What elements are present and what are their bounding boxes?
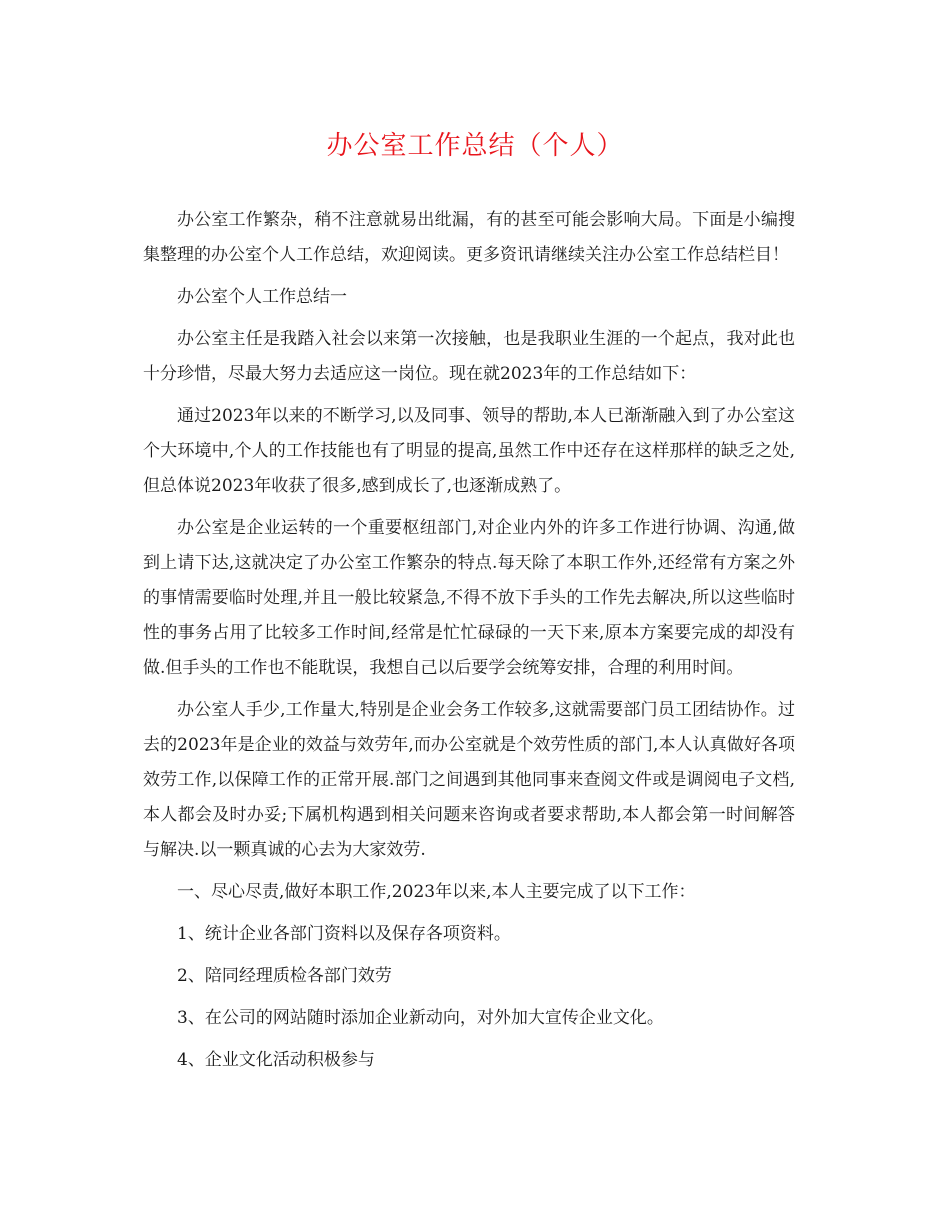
list-item: 1、统计企业各部门资料以及保存各项资料。 [177,924,511,944]
document-body [143,203,795,1085]
list-item: 4、企业文化活动积极参与 [177,1050,375,1070]
body-paragraph: 办公室主任是我踏入社会以来第一次接触，也是我职业生涯的一个起点，我对此也十分珍惜，尽最大努力去适应这一岗位。现在就2023年的工作总结如下： [143,329,795,384]
section-heading: 办公室个人工作总结一 [177,287,347,307]
document-title: 办公室工作总结（个人） [326,131,624,161]
body-paragraph: 通过2023年以来的不断学习,以及同事、领导的帮助,本人已渐渐融入到了办公室这个大环境中,个人的工作技能也有了明显的提高,虽然工作中还存在这样那样的缺乏之处,但总体说2023年收获了很多,感到成长了,也逐渐成熟了。 [143,406,795,496]
body-paragraph: 办公室是企业运转的一个重要枢纽部门,对企业内外的许多工作进行协调、沟通,做到上请下达,这就决定了办公室工作繁杂的特点.每天除了本职工作外,还经常有方案之外的事情需要临时处理,并且一般比较紧急,不得不放下手头的工作先去解决,所以这些临时性的事务占用了比较多工作时间,经常是忙忙碌碌的一天下来,原本方案要完成的却没有做.但手头的工作也不能耽误，我想自己以后要学会统筹安排，合理的利用时间。 [143,518,795,678]
list-item: 3、在公司的网站随时添加企业新动向，对外加大宣传企业文化。 [177,1008,664,1028]
intro-paragraph: 办公室工作繁杂，稍不注意就易出纰漏，有的甚至可能会影响大局。下面是小编搜集整理的办公室个人工作总结，欢迎阅读。更多资讯请继续关注办公室工作总结栏目！ [143,210,795,265]
list-item: 2、陪同经理质检各部门效劳 [177,966,392,986]
body-paragraph: 办公室人手少,工作量大,特别是企业会务工作较多,这就需要部门员工团结协作。过去的2023年是企业的效益与效劳年,而办公室就是个效劳性质的部门,本人认真做好各项效劳工作,以保障工作的正常开展.部门之间遇到其他同事来查阅文件或是调阅电子文档,本人都会及时办妥;下属机构遇到相关问题来咨询或者要求帮助,本人都会第一时间解答与解决.以一颗真诚的心去为大家效劳. [143,700,795,860]
subsection-heading: 一、尽心尽责,做好本职工作,2023年以来,本人主要完成了以下工作： [177,882,696,902]
